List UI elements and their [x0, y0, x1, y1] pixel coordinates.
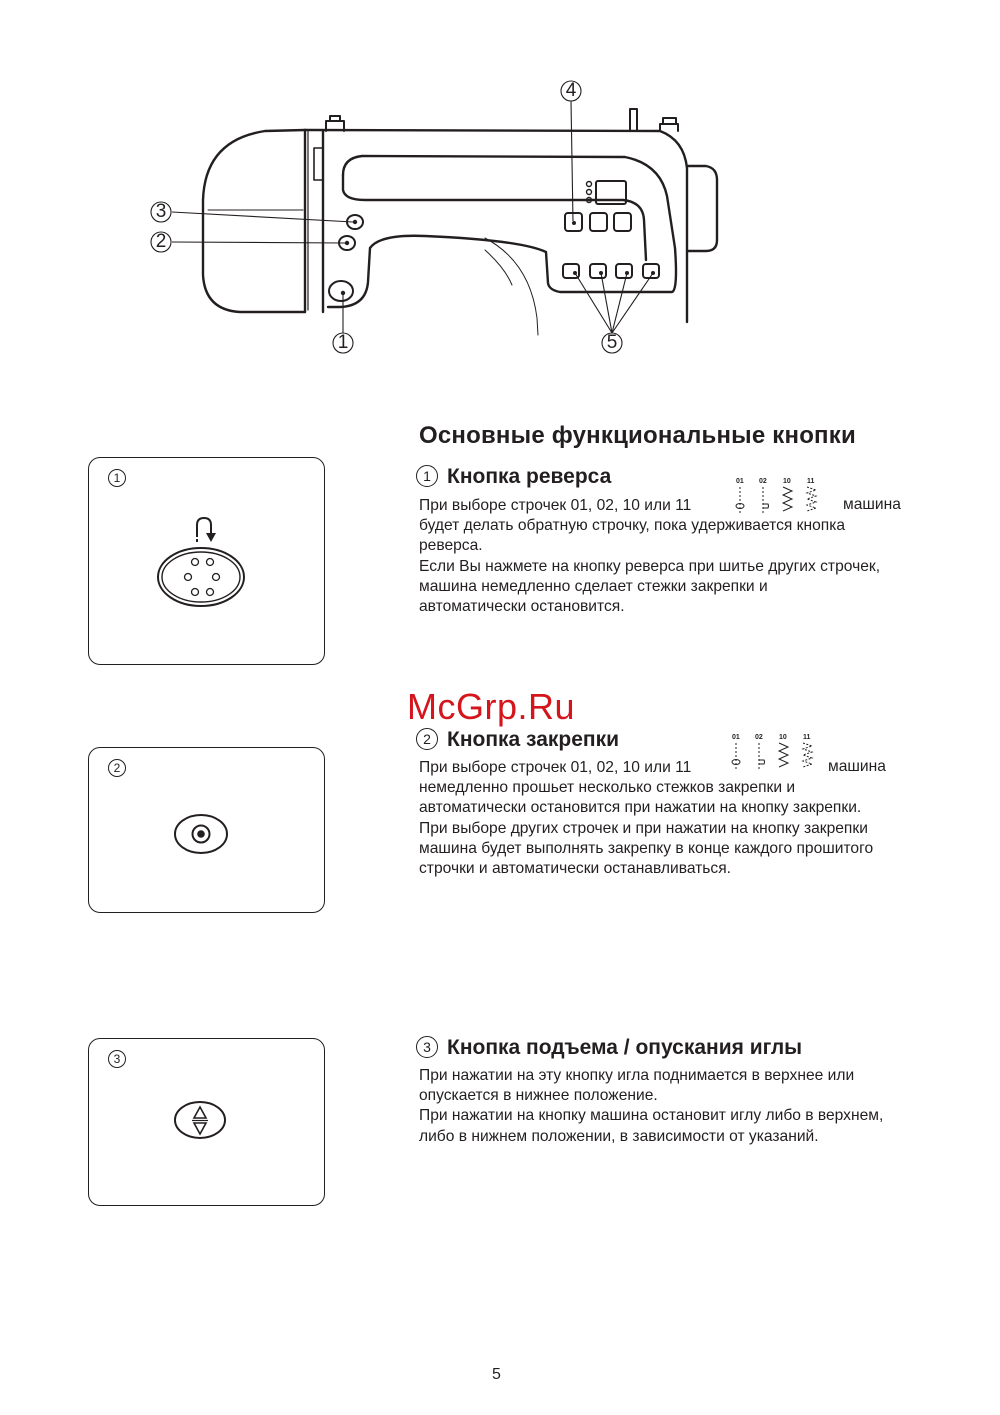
section-1-line-5: машина немедленно сделает стежки закрепки и: [419, 577, 768, 595]
callout-5: 5: [606, 332, 618, 353]
section-2-line-6: строчки и автоматически останавливаться.: [419, 860, 731, 878]
section-2-line-4: При выборе других строчек и при нажатии на кнопку закрепки: [419, 819, 868, 837]
section-1-line-1: При выборе строчек 01, 02, 10 или 11: [419, 497, 692, 514]
callout-1: 1: [337, 332, 349, 353]
stitch-code: 11: [807, 478, 815, 485]
section-3-line-1: При нажатии на эту кнопку игла поднимается в верхнее или: [419, 1067, 855, 1084]
section-2-line-1: При выборе строчек 01, 02, 10 или 11: [419, 759, 692, 776]
lock-button-icon: [173, 814, 231, 856]
stitch-code: 02: [755, 734, 763, 741]
page-number: 5: [492, 1366, 501, 1383]
section-2-line-3: автоматически остановится при нажатии на кнопку закрепки.: [419, 799, 862, 817]
sewing-machine-diagram: [0, 0, 1000, 400]
needle-button-box: [88, 1038, 325, 1206]
section-2-line-5: машина будет выполнять закрепку в конце каждого прошитого: [419, 839, 874, 857]
section-2-title: 2 Кнопка закрепки: [416, 728, 619, 752]
section-1-line-6: автоматически остановится.: [419, 598, 625, 616]
section-3-title: 3 Кнопка подъема / опускания иглы: [416, 1036, 802, 1060]
section-1-line-2: будет делать обратную строчку, пока удерживается кнопка: [419, 517, 846, 535]
box-1-number: 1: [108, 469, 126, 487]
reverse-button-box: [88, 457, 325, 665]
stitch-icons-2: [724, 731, 824, 775]
section-2-line-1-end: машина: [828, 758, 886, 775]
stitch-code: 01: [732, 734, 740, 741]
section-3-text: [419, 1066, 939, 1147]
box-2-number: 2: [108, 759, 126, 777]
needle-up-down-icon: [173, 1100, 229, 1142]
section-2-line-2: немедленно прошьет несколько стежков закрепки и: [419, 779, 796, 797]
stitch-code: 11: [803, 734, 811, 741]
section-3-number: 3: [416, 1036, 438, 1058]
section-3-line-2: опускается в нижнее положение.: [419, 1087, 658, 1105]
section-2-text: [419, 758, 939, 879]
callout-4: 4: [565, 80, 577, 101]
section-3-line-3: При нажатии на кнопку машина остановит иглу либо в верхнем,: [419, 1107, 884, 1125]
stitch-code: 01: [736, 478, 744, 485]
stitch-icons-1: [728, 475, 828, 519]
main-title: Основные функциональные кнопки: [419, 422, 856, 449]
reverse-button-icon: [157, 515, 257, 610]
box-3-number: 3: [108, 1050, 126, 1068]
section-3-line-4: либо в нижнем положении, в зависимости от указаний.: [419, 1127, 819, 1145]
stitch-code: 02: [759, 478, 767, 485]
section-1-text: [419, 496, 939, 617]
callout-2: 2: [155, 231, 167, 252]
watermark: McGrp.Ru: [407, 686, 576, 727]
stitch-code: 10: [783, 478, 791, 485]
section-1-line-3: реверса.: [419, 537, 483, 555]
section-1-line-1-end: машина: [843, 496, 901, 513]
callout-3: 3: [155, 201, 167, 222]
lock-button-box: [88, 747, 325, 913]
section-2-number: 2: [416, 728, 438, 750]
stitch-code: 10: [779, 734, 787, 741]
section-1-number: 1: [416, 465, 438, 487]
section-1-line-4: Если Вы нажмете на кнопку реверса при шитье других строчек,: [419, 557, 881, 575]
section-1-title: 1 Кнопка реверса: [416, 465, 611, 489]
